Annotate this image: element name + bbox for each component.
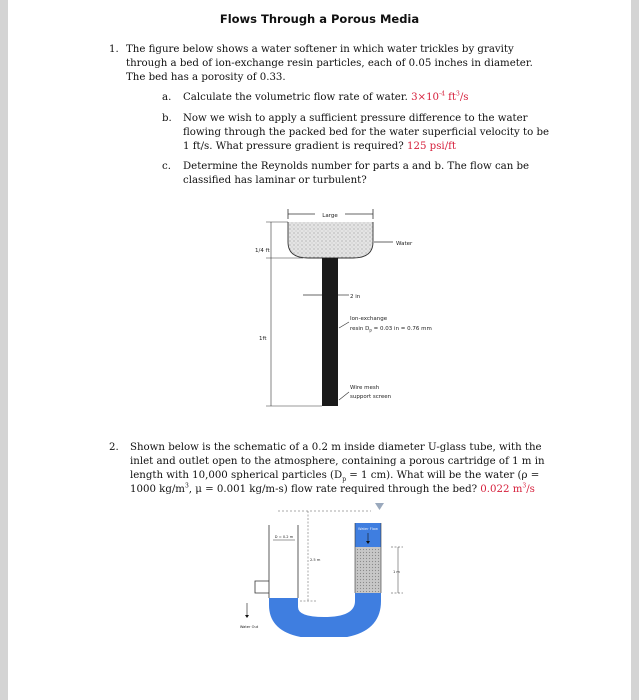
u-bend-water: [269, 593, 381, 637]
q2-line-1: Shown below is the schematic of a 0.2 m inside diameter U-glass tube, with the: [130, 442, 542, 453]
inlet-marker: [375, 503, 384, 510]
q2-answer: 0.022 $m^3/s$: [480, 482, 535, 495]
document-page: [8, 0, 631, 700]
q1a-line: [183, 91, 469, 105]
q1b-line-3: 1 ft/s. What pressure gradient is required? 125 psi/ft: [183, 141, 456, 152]
length-25m-label: 2.5 m: [310, 558, 321, 562]
q1b-line-2: flowing through the packed bed for the water superficial velocity to be: [183, 127, 550, 138]
q2-line-4: 1000 $kg/m^3$, μ = 0.001 kg/m-s) flow rate required through the bed? 0.022 $m^3/s$: [130, 482, 535, 495]
diameter-label: D = 0.2 m: [274, 535, 294, 539]
q1-line-2: through a bed of ion-exchange resin particles, each of 0.05 inches in diameter.: [126, 58, 533, 69]
q1-line-3: The bed has a porosity of 0.33.: [126, 72, 286, 83]
resin-label-line-2: resin $D_p = 0.03$ in = 0.76 mm: [350, 326, 432, 333]
outlet-pipe: [255, 581, 269, 593]
resin-label-line-1: Ion-exchange: [350, 316, 388, 322]
two-in-label: 2 in: [350, 294, 361, 300]
large-label: Large: [322, 213, 338, 219]
resin-bed-column: [322, 258, 338, 406]
q1c-line-2: classified has laminar or turbulent?: [183, 175, 367, 186]
q1a-letter: a.: [162, 92, 172, 103]
q1a-text: Calculate the volumetric flow rate of water.: [183, 92, 408, 103]
q2-line-2: inlet and outlet open to the atmosphere, containing a porous cartridge of 1 m in: [130, 456, 545, 467]
water-softener-figure: [233, 200, 458, 415]
quarter-ft-label: 1/4 ft: [255, 248, 270, 254]
length-1m-label: 1 m: [393, 570, 400, 574]
one-ft-label: 1ft: [259, 336, 267, 342]
water-label: Water: [396, 241, 413, 247]
q2-line-3: length with 10,000 spherical particles ($D_p = 1$ cm). What will be the water (ρ =: [130, 470, 540, 484]
u-tube-figure: [233, 497, 408, 637]
q1-number: 1.: [109, 44, 119, 55]
mesh-label-line-1: Wire mesh: [350, 385, 380, 391]
q1b-answer: 125 psi/ft: [407, 141, 456, 152]
q1-line-1: The figure below shows a water softener in which water trickles by gravity: [126, 44, 514, 55]
water-flow-label: Water Flow: [358, 527, 378, 531]
porous-cartridge: [355, 547, 381, 593]
q1c-letter: c.: [162, 161, 171, 172]
q1b-line-1: Now we wish to apply a sufficient pressure difference to the water: [183, 113, 528, 124]
page-title: Flows Through a Porous Media: [219, 12, 420, 26]
upper-reservoir: [288, 222, 373, 258]
q1c-line-1: Determine the Reynolds number for parts a and b. The flow can be: [183, 161, 530, 172]
q1b-letter: b.: [162, 113, 172, 124]
mesh-label-line-2: support screen: [350, 394, 392, 400]
q1a-answer: $3\times 10^{-4}$ $ft^3/s$: [411, 90, 469, 103]
water-out-label: Water Out: [239, 625, 259, 629]
q2-number: 2.: [109, 442, 119, 453]
